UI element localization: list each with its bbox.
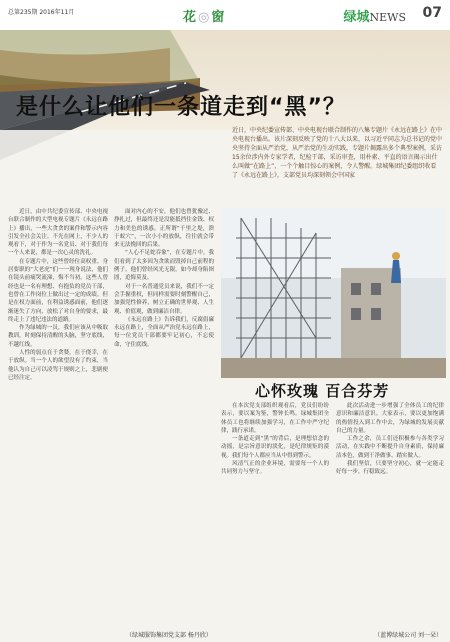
article-column-3 [221, 402, 329, 626]
paragraph: 作为绿城的一员，我们应该从中吸取教训，时刻保持清醒的头脑，坚守底线，不越红线。 [8, 325, 108, 348]
page-number: 07 [422, 5, 442, 21]
paragraph: 《永远在路上》告诉我们，反腐倡廉永远在路上，全面从严治党永远在路上，每一位党员干部都要牢记初心，不忘使命，守住底线。 [114, 316, 214, 348]
article-column-1 [8, 208, 108, 626]
article-lead: 近日，中央纪委宣传部、中央电视台联合制作的八集专题片《永远在路上》在中央电视台播出。该片深刻反映了党的十八大以来，以习近平同志为总书记的党中央坚持全面从严治党，从严治党的生动实践，专题片揭露出多个典型案例，采访15余位涉内外专家学者，纪检干部，采访审查，用朴素、平直的语言揭示出什么叫做“在路上”，一个个触目惊心的案例，令人警醒。绿城集团纪委组织收看了《永远在路上》，支部党员均深刻领会中国家 [232, 127, 443, 179]
paragraph: 对于一名普通党员来说，我们不一定会手握重权，但同样需要时刻警醒自己，加强党性修养，树立正确的世界观、人生观、价值观，做到廉洁自律。 [114, 283, 214, 315]
issue-info: 总第235期 2016年11月 [8, 9, 75, 16]
byline-right: （蓝博绿城公司 刘一朵） [374, 632, 442, 639]
paragraph: 工作之余，员工们还积极参与各类学习活动，在实践中不断提升自身素质，保持廉洁本色，做到干净做事、踏实做人。 [336, 436, 444, 459]
paragraph: 近日，由中共纪委宣传部、中央电视台联合制作的大型电视专题片《永远在路上》播出，一些大贪贪的案件和警示内容引发全社会关注。不光在网上，不少人的观看下，对于作为一名党员、对于我们每一个人来说，都是一次心灵的洗礼。 [8, 209, 108, 257]
paragraph: 在专题片中，这些曾经位高权重、身居要职的“大老虎”们一一现身说法，他们在镜头前痛哭流涕，悔不当初。这些人曾经也是一名有理想、有抱负的党员干部，也曾在工作岗位上做出过一定的成绩。但是在权力面前，在利益诱惑面前，他们逐渐迷失了方向，放松了对自身的要求，最终走上了违纪违法的道路。 [8, 258, 108, 323]
paragraph: 人性的弱点在于贪婪，在于侥幸，在于放纵。当一个人的欲望没有了约束，当他认为自己可以凌驾于规则之上，悲剧便已经注定。 [8, 350, 108, 381]
article-column-4 [336, 402, 444, 626]
article-title: 是什么让他们一条道走到“黑”？ [16, 95, 346, 120]
paragraph: 此次活动进一步增强了全体员工的纪律意识和廉洁意识。大家表示，要以更加饱满的热情投入到工作中去，为绿城的发展贡献自己的力量。 [336, 403, 444, 434]
article-column-2 [114, 208, 214, 626]
page-header [0, 0, 450, 32]
construction-site-photo [221, 208, 446, 378]
paragraph: 一条道走到“黑”的背后，是理想信念的动摇，是宗旨意识的淡化，是纪律规矩的漠视。我们每个人都应当从中得到警示。 [221, 436, 329, 459]
paragraph: “人心不足蛇吞象”，在专题片中，我们看到了太多因为贪欲而毁掉自己前程的例子。他们曾经风光无限，如今却身陷囹圄，追悔莫及。 [114, 250, 214, 282]
section-ornament: ◎ [198, 10, 212, 25]
byline-left: （绿城服饰集团党支部 杨丹欣） [126, 632, 212, 639]
brand-logo: 绿城NEWS [343, 10, 406, 25]
paragraph: 在本次党支部组织观看后，党员们纷纷表示，要以案为鉴，警钟长鸣。绿城集团全体员工也将继续加强学习，在工作中严守纪律，践行承诺。 [221, 403, 329, 434]
section-subheading: 心怀玫瑰 百合芬芳 [255, 382, 390, 400]
section-title: 花◎窗 [183, 10, 227, 25]
paragraph: 风清气正的企业环境，需要每一个人的共同努力与坚守。 [221, 461, 329, 476]
paragraph: 面对内心的不安，他们也曾犹豫过、挣扎过，但最终还是没能抵挡住金钱、权力和美色的诱惑。正所谓“千里之堤，溃于蚁穴”，一次小小的放纵，往往就会带来无法挽回的后果。 [114, 209, 214, 249]
paragraph: 我们坚信，只要坚守初心，就一定能走好每一步，行稳致远。 [336, 461, 444, 476]
